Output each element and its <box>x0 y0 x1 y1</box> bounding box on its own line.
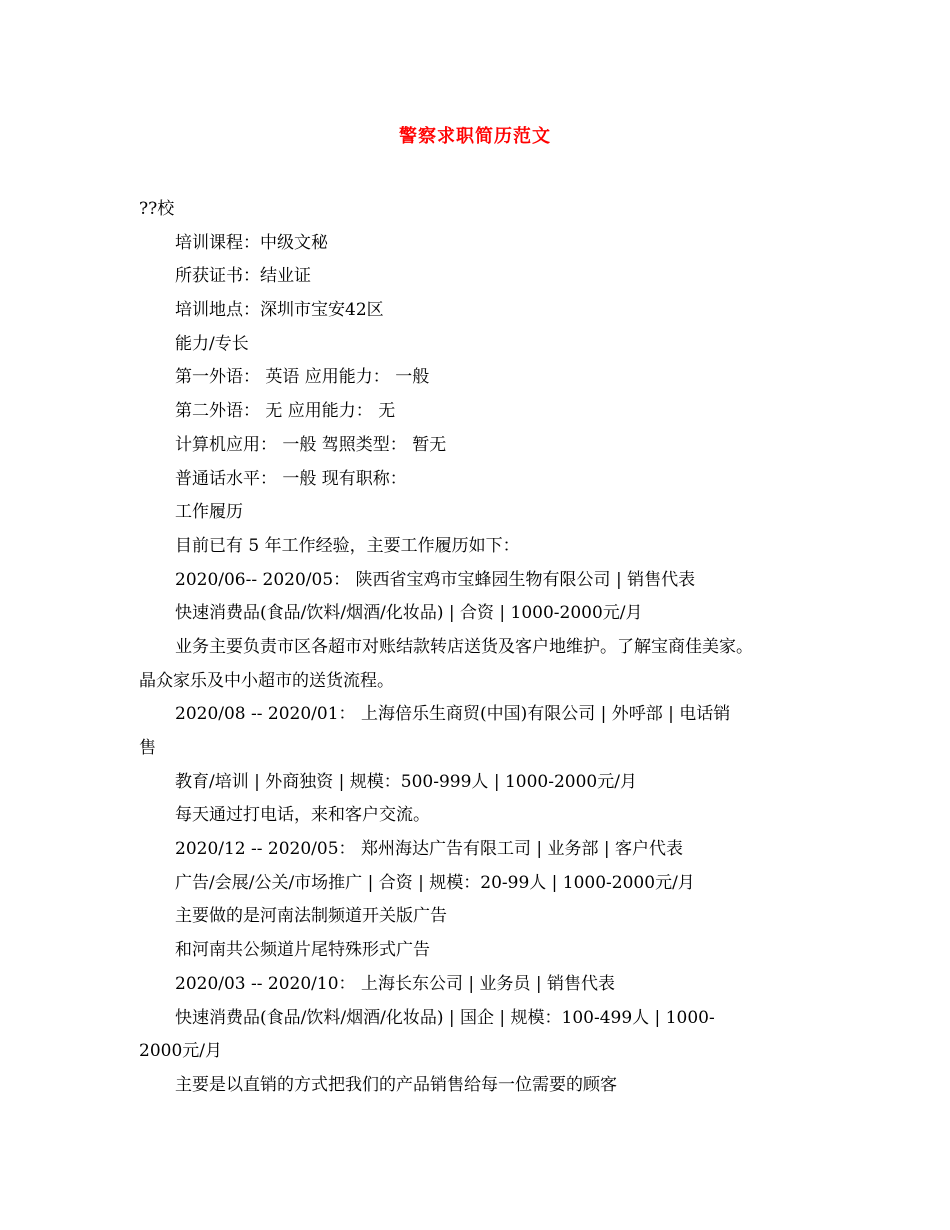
section-heading: 工作履历 <box>175 502 243 523</box>
job-description-line: 主要是以直销的方式把我们的产品销售给每一位需要的顾客 <box>175 1074 617 1095</box>
text-line: 第一外语： 英语 应用能力： 一般 <box>175 367 430 388</box>
job-description-line: 主要做的是河南法制频道开关版广告 <box>175 906 447 927</box>
job-detail-line: 快速消费品(食品/饮料/烟酒/化妆品) | 国企 | 规模：100-499人 | 1000- <box>175 1007 715 1028</box>
job-description-line: 业务主要负责市区各超市对账结款转店送货及客户地维护。了解宝商佳美家。 <box>175 636 753 657</box>
document-title: 警察求职简历范文 <box>399 126 551 147</box>
job-detail-line: 2000元/月 <box>139 1041 222 1062</box>
document-body <box>139 193 819 1103</box>
section-heading: 能力/专长 <box>175 333 249 354</box>
job-detail-line: 广告/会展/公关/市场推广 | 合资 | 规模：20-99人 | 1000-2000元/月 <box>175 872 695 893</box>
text-line: ??校 <box>139 199 175 219</box>
text-line: 培训地点：深圳市宝安42区 <box>175 300 384 321</box>
job-detail-line: 教育/培训 | 外商独资 | 规模：500-999人 | 1000-2000元/月 <box>175 771 637 792</box>
text-line: 第二外语： 无 应用能力： 无 <box>175 401 396 422</box>
job-entry-line: 2020/12 -- 2020/05： 郑州海达广告有限工司 | 业务部 | 客户代表 <box>175 839 684 860</box>
job-description-line: 晶众家乐及中小超市的送货流程。 <box>139 670 394 691</box>
text-line: 培训课程：中级文秘 <box>175 232 328 253</box>
job-entry-line: 售 <box>139 738 156 758</box>
job-entry-line: 2020/03 -- 2020/10： 上海长东公司 | 业务员 | 销售代表 <box>175 973 616 994</box>
job-description-line: 每天通过打电话，来和客户交流。 <box>175 805 430 826</box>
job-description-line: 和河南共公频道片尾特殊形式广告 <box>175 940 430 961</box>
text-line: 计算机应用： 一般 驾照类型： 暂无 <box>175 434 447 455</box>
job-detail-line: 快速消费品(食品/饮料/烟酒/化妆品) | 合资 | 1000-2000元/月 <box>175 603 643 624</box>
text-line: 所获证书：结业证 <box>175 266 311 287</box>
job-entry-line: 2020/08 -- 2020/01： 上海倍乐生商贸(中国)有限公司 | 外呼部 | 电话销 <box>175 704 731 725</box>
job-entry-line: 2020/06-- 2020/05： 陕西省宝鸡市宝蜂园生物有限公司 | 销售代表 <box>175 569 696 590</box>
text-line: 目前已有 5 年工作经验，主要工作履历如下： <box>175 535 520 556</box>
text-line: 普通话水平： 一般 现有职称： <box>175 468 407 489</box>
